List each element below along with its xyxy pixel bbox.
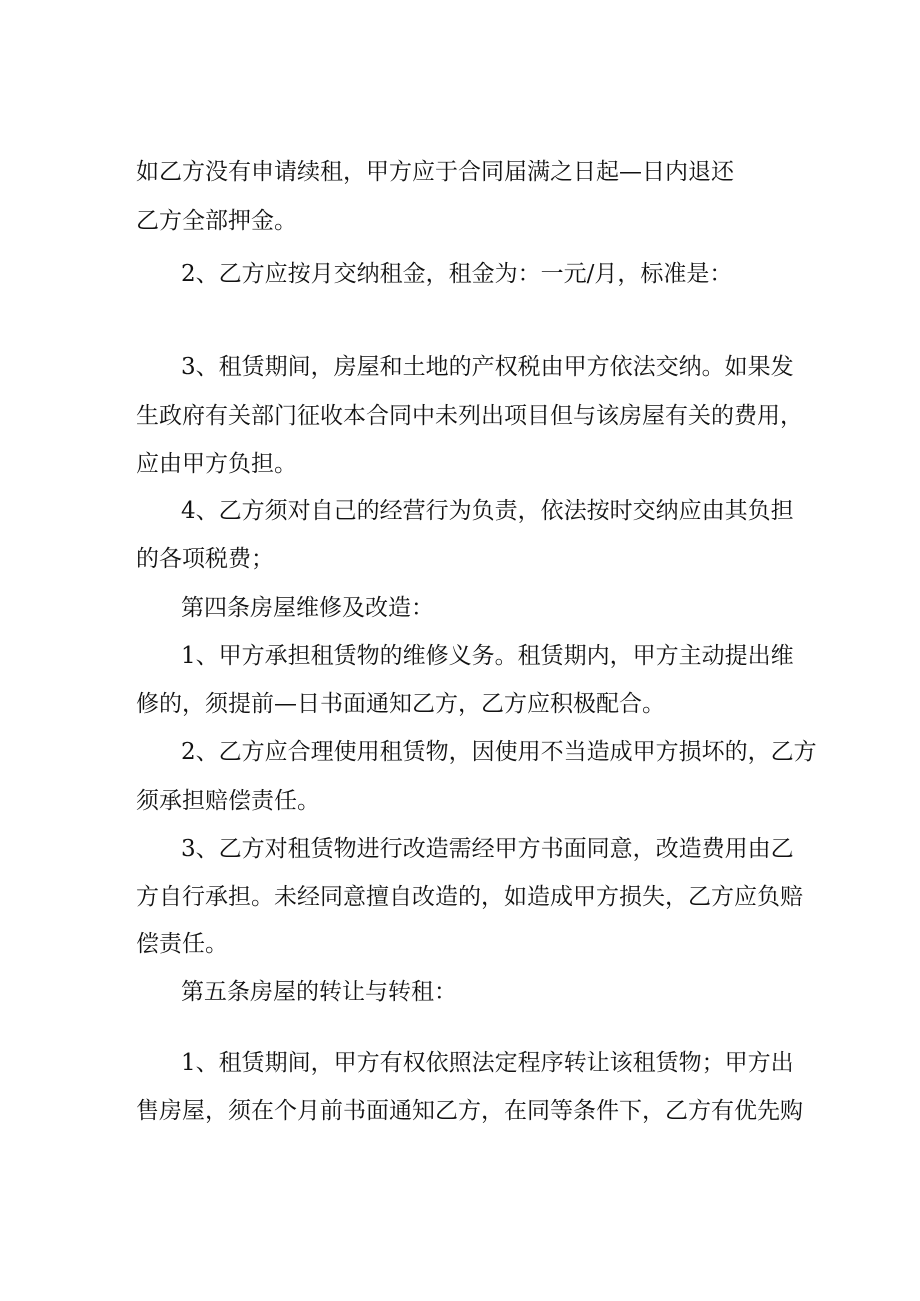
text-line-5: 生政府有关部门征收本合同中未列出项目但与该房屋有关的费用， xyxy=(136,403,803,429)
text-line-14: 3、乙方对租赁物进行改造需经甲方书面同意，改造费用由乙 xyxy=(181,836,794,862)
text-line-10: 1、甲方承担租赁物的维修义务。租赁期内，甲方主动提出维 xyxy=(181,643,794,669)
text-line-4: 3、租赁期间，房屋和土地的产权税由甲方依法交纳。如果发 xyxy=(181,354,794,380)
text-line-1: 如乙方没有申请续租，甲方应于合同届满之日起—日内退还 xyxy=(136,159,734,185)
text-line-6: 应由甲方负担。 xyxy=(136,451,297,477)
text-line-8: 的各项税费； xyxy=(136,546,274,572)
section-heading-4: 第四条房屋维修及改造： xyxy=(181,595,434,621)
text-line-18: 1、租赁期间，甲方有权依照法定程序转让该租赁物；甲方出 xyxy=(181,1050,794,1076)
text-line-2: 乙方全部押金。 xyxy=(136,208,297,234)
text-line-11: 修的，须提前—日书面通知乙方，乙方应积极配合。 xyxy=(136,691,665,717)
text-line-3: 2、乙方应按月交纳租金，租金为：一元/月，标准是： xyxy=(181,261,733,287)
text-line-12: 2、乙方应合理使用租赁物，因使用不当造成甲方损坏的，乙方 xyxy=(181,739,817,765)
section-heading-5: 第五条房屋的转让与转租： xyxy=(181,979,457,1005)
text-line-13: 须承担赔偿责任。 xyxy=(136,788,320,814)
text-line-19: 售房屋，须在个月前书面通知乙方，在同等条件下，乙方有优先购 xyxy=(136,1098,803,1124)
text-line-7: 4、乙方须对自己的经营行为负责，依法按时交纳应由其负担 xyxy=(181,498,794,524)
text-line-15: 方自行承担。未经同意擅自改造的，如造成甲方损失，乙方应负赔 xyxy=(136,884,803,910)
text-line-16: 偿责任。 xyxy=(136,931,228,957)
